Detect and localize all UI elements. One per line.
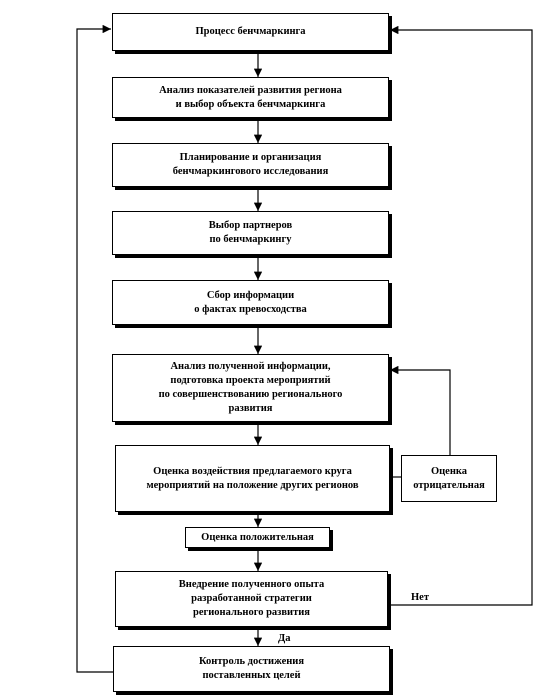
step-negative-assessment: Оценка отрицательная bbox=[401, 455, 497, 502]
step-planning-and-organization: Планирование и организация бенчмаркингового исследования bbox=[112, 143, 389, 187]
step-implementation: Внедрение полученного опыта разработанной стратегии регионального развития bbox=[115, 571, 388, 627]
label-yes: Да bbox=[278, 633, 291, 644]
label-no: Нет bbox=[411, 592, 429, 603]
step-positive-assessment: Оценка положительная bbox=[185, 527, 330, 548]
step-process-benchmarking: Процесс бенчмаркинга bbox=[112, 13, 389, 51]
step-information-analysis: Анализ полученной информации, подготовка проекта мероприятий по совершенствованию регионального развития bbox=[112, 354, 389, 422]
arrow-no-back-to-process bbox=[388, 30, 532, 605]
step-information-collection: Сбор информации о фактах превосходства bbox=[112, 280, 389, 325]
step-partner-selection: Выбор партнеров по бенчмаркингу bbox=[112, 211, 389, 255]
step-analysis-and-object-selection: Анализ показателей развития региона и выбор объекта бенчмаркинга bbox=[112, 77, 389, 118]
arrow-control-back-to-process bbox=[77, 29, 113, 672]
step-control: Контроль достижения поставленных целей bbox=[113, 646, 390, 692]
step-impact-assessment: Оценка воздействия предлагаемого круга мероприятий на положение других регионов bbox=[115, 445, 390, 512]
arrow-negative-to-info-analysis bbox=[390, 370, 450, 455]
